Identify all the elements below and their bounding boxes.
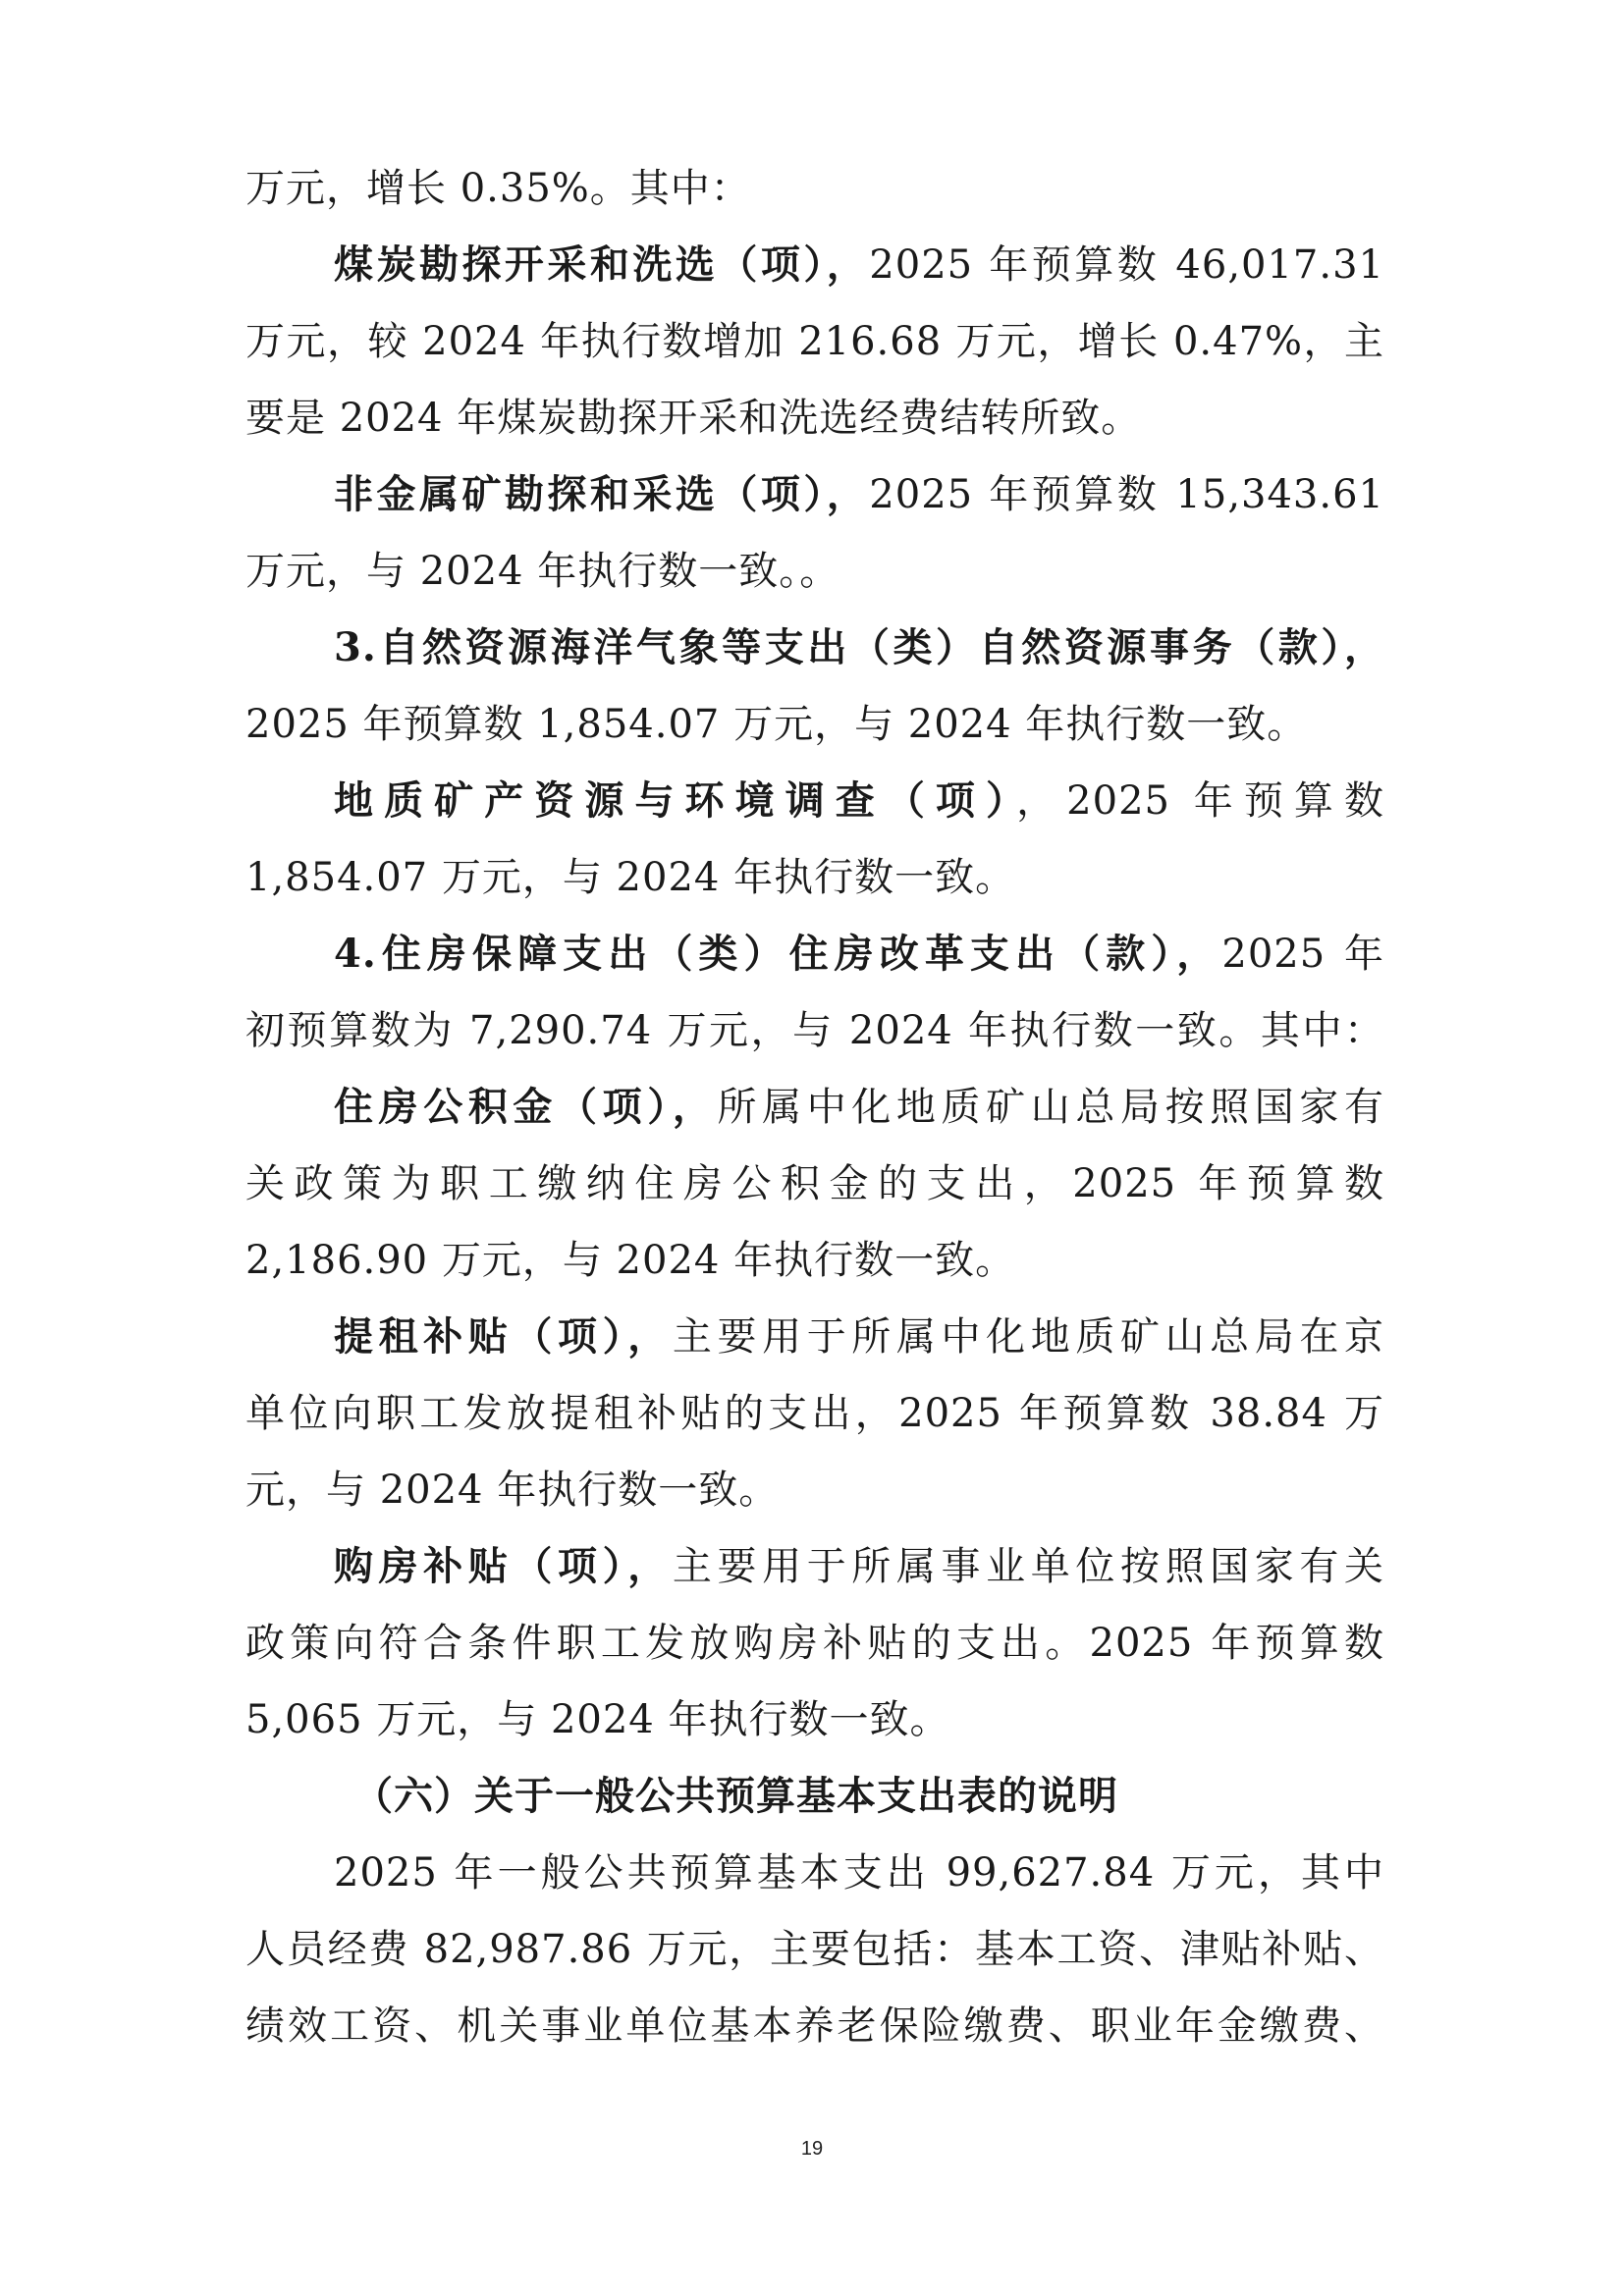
- body-line: 关政策为职工缴纳住房公积金的支出，2025 年预算数: [245, 1161, 1384, 1206]
- item-heading: 提租补贴（项），: [334, 1313, 673, 1360]
- item-heading: 购房补贴（项），: [334, 1543, 673, 1589]
- body-line: 万元，增长 0.35%。其中：: [245, 166, 751, 211]
- body-line: 政策向符合条件职工发放购房补贴的支出。2025 年预算数: [245, 1621, 1384, 1666]
- section-heading-4: 4.住房保障支出（类）住房改革支出（款），2025 年: [334, 931, 1384, 977]
- section-heading-3: 3.自然资源海洋气象等支出（类）自然资源事务（款），: [334, 624, 1384, 670]
- body-line: 人员经费 82,987.86 万元，主要包括：基本工资、津贴补贴、: [245, 1927, 1384, 1972]
- paragraph-rent-subsidy: 提租补贴（项），主要用于所属中化地质矿山总局在京: [334, 1313, 1384, 1360]
- body-line: 5,065 万元，与 2024 年执行数一致。: [245, 1697, 950, 1742]
- document-page: [245, 0, 1384, 2296]
- paragraph-basic-expenditure: 2025 年一般公共预算基本支出 99,627.84 万元，其中: [334, 1850, 1384, 1896]
- body-line: 绩效工资、机关事业单位基本养老保险缴费、职业年金缴费、: [245, 2003, 1384, 2049]
- item-heading: 住房公积金（项），: [334, 1084, 718, 1130]
- item-heading: 地质矿产资源与环境调查（项）: [334, 777, 1017, 824]
- section-heading-6: （六）关于一般公共预算基本支出表的说明: [353, 1773, 1118, 1819]
- body-line: 2025 年预算数 1,854.07 万元，与 2024 年执行数一致。: [245, 702, 1308, 747]
- paragraph-nonmetal-mining: 非金属矿勘探和采选（项），2025 年预算数 15,343.61: [334, 471, 1384, 517]
- body-line: 万元，与 2024 年执行数一致。。: [245, 549, 840, 594]
- paragraph-housing-fund: 住房公积金（项），所属中化地质矿山总局按照国家有: [334, 1084, 1384, 1130]
- body-line: 单位向职工发放提租补贴的支出，2025 年预算数 38.84 万: [245, 1391, 1384, 1436]
- body-line: 万元，较 2024 年执行数增加 216.68 万元，增长 0.47%，主: [245, 319, 1384, 364]
- item-heading: 煤炭勘探开采和洗选（项），: [334, 241, 870, 288]
- body-line: 元，与 2024 年执行数一致。: [245, 1468, 780, 1513]
- paragraph-coal-mining: 煤炭勘探开采和洗选（项），2025 年预算数 46,017.31: [334, 241, 1384, 288]
- paragraph-geology-survey: 地质矿产资源与环境调查（项），2025 年预算数: [334, 777, 1384, 824]
- body-line: 初预算数为 7,290.74 万元，与 2024 年执行数一致。其中：: [245, 1008, 1384, 1053]
- body-line: 1,854.07 万元，与 2024 年执行数一致。: [245, 855, 1016, 900]
- page-number: 19: [800, 2138, 824, 2160]
- body-line: 要是 2024 年煤炭勘探开采和洗选经费结转所致。: [245, 396, 1142, 441]
- item-heading: 非金属矿勘探和采选（项），: [334, 471, 870, 517]
- paragraph-housing-purchase-subsidy: 购房补贴（项），主要用于所属事业单位按照国家有关: [334, 1543, 1384, 1589]
- body-line: 2,186.90 万元，与 2024 年执行数一致。: [245, 1238, 1016, 1283]
